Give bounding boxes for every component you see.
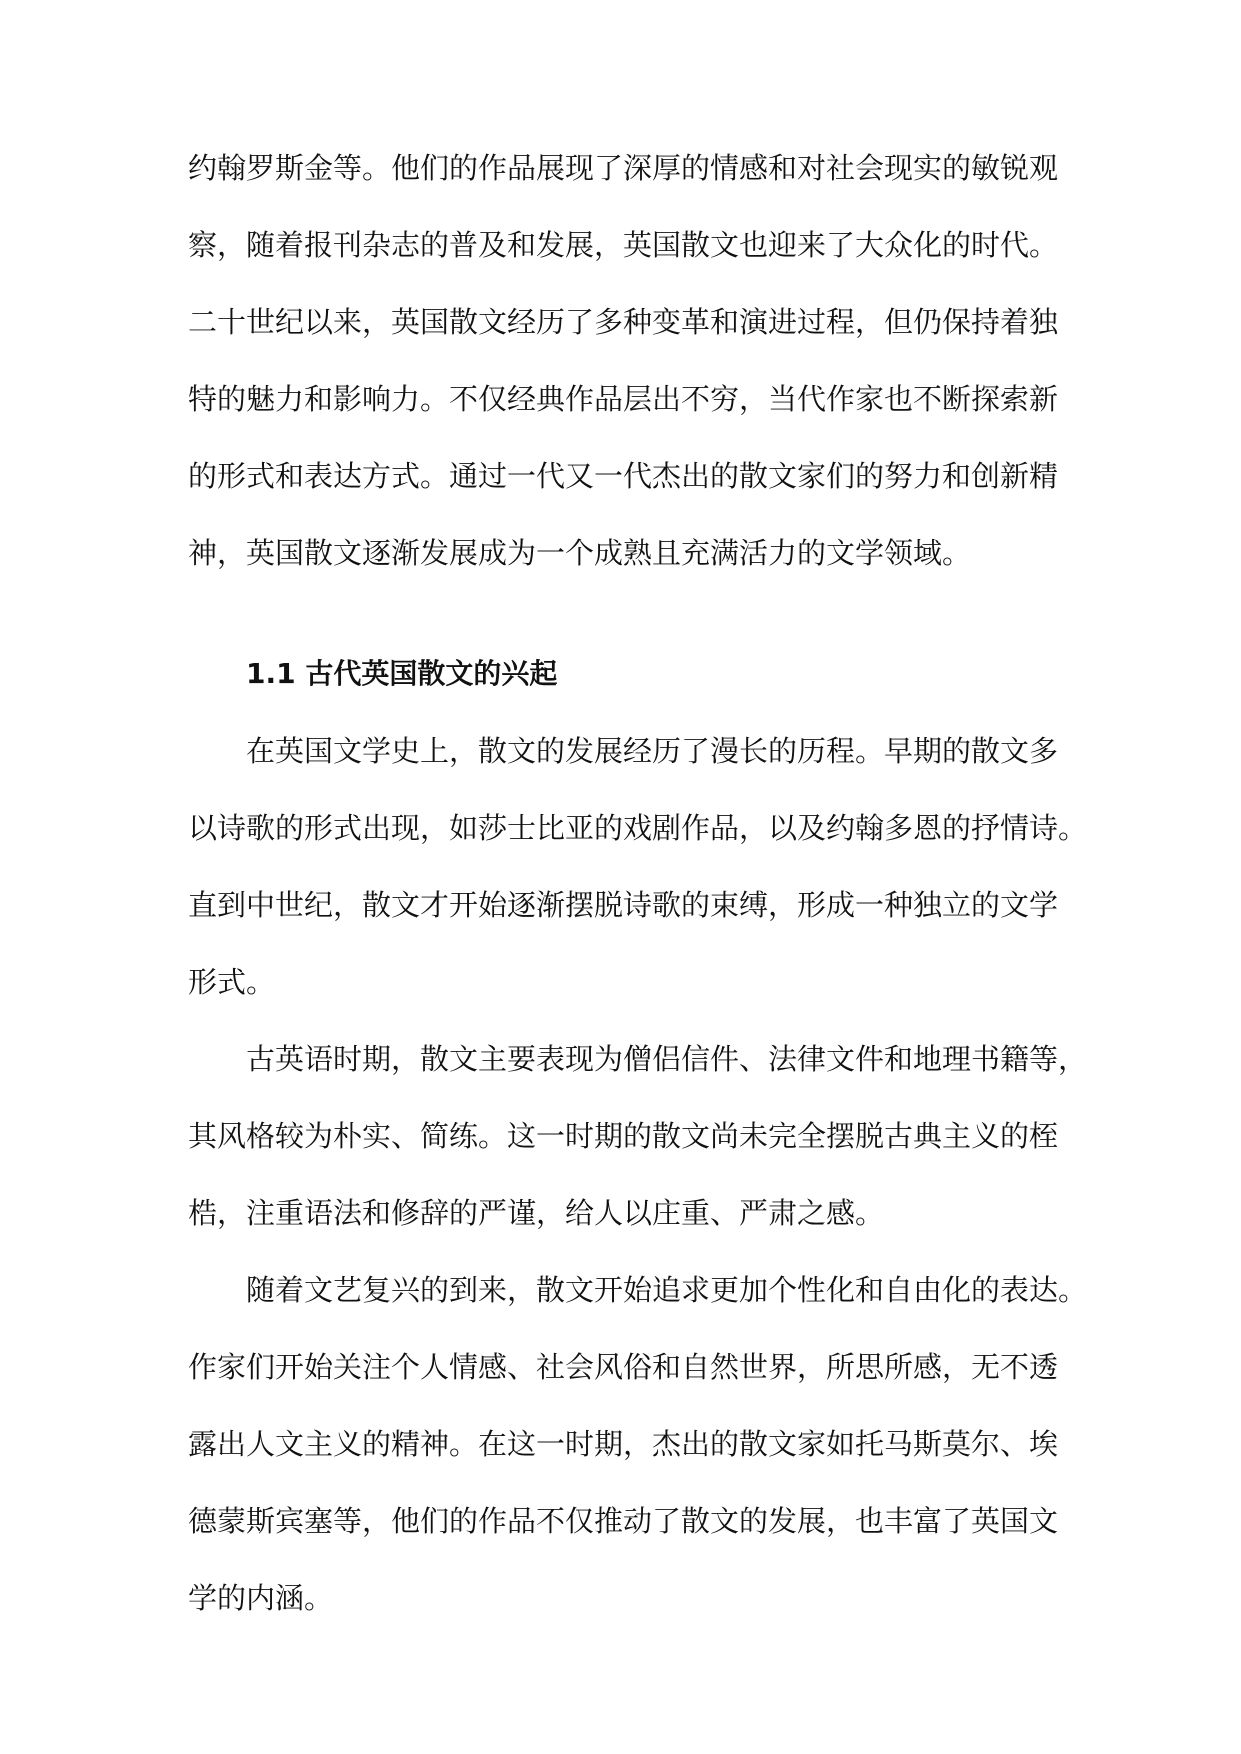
- text-line: 露出人文主义的精神。在这一时期，杰出的散文家如托马斯莫尔、埃: [188, 1427, 1059, 1461]
- text-line: 古英语时期，散文主要表现为僧侣信件、法律文件和地理书籍等，: [246, 1042, 1088, 1076]
- text-line: 作家们开始关注个人情感、社会风俗和自然世界，所思所感，无不透: [188, 1350, 1059, 1384]
- document-body: [188, 144, 1088, 1651]
- text-line: 二十世纪以来，英国散文经历了多种变革和演进过程，但仍保持着独: [188, 305, 1059, 339]
- text-line: 学的内涵。: [188, 1581, 334, 1615]
- intro-paragraph: [188, 144, 1068, 606]
- text-line: 随着文艺复兴的到来，散文开始追求更加个性化和自由化的表达。: [246, 1273, 1088, 1307]
- paragraph-early-prose: [188, 727, 1088, 1035]
- text-line: 以诗歌的形式出现，如莎士比亚的戏剧作品，以及约翰多恩的抒情诗。: [188, 811, 1088, 845]
- section-spacer: [188, 606, 1068, 650]
- paragraph-renaissance: [188, 1266, 1088, 1651]
- text-line: 神，英国散文逐渐发展成为一个成熟且充满活力的文学领域。: [188, 536, 972, 570]
- section-heading: 1.1 古代英国散文的兴起: [246, 657, 558, 690]
- text-line: 在英国文学史上，散文的发展经历了漫长的历程。早期的散文多: [246, 734, 1059, 768]
- text-line: 直到中世纪，散文才开始逐渐摆脱诗歌的束缚，形成一种独立的文学: [188, 888, 1059, 922]
- text-line: 形式。: [188, 965, 276, 999]
- text-line: 的形式和表达方式。通过一代又一代杰出的散文家们的努力和创新精: [188, 459, 1059, 493]
- text-line: 察，随着报刊杂志的普及和发展，英国散文也迎来了大众化的时代。: [188, 228, 1059, 262]
- text-line: 约翰罗斯金等。他们的作品展现了深厚的情感和对社会现实的敏锐观: [188, 151, 1059, 185]
- paragraph-old-english: [188, 1035, 1088, 1266]
- text-line: 德蒙斯宾塞等，他们的作品不仅推动了散文的发展，也丰富了英国文: [188, 1504, 1059, 1538]
- text-line: 梏，注重语法和修辞的严谨，给人以庄重、严肃之感。: [188, 1196, 885, 1230]
- text-line: 其风格较为朴实、简练。这一时期的散文尚未完全摆脱古典主义的桎: [188, 1119, 1059, 1153]
- text-line: 特的魅力和影响力。不仅经典作品层出不穷，当代作家也不断探索新: [188, 382, 1059, 416]
